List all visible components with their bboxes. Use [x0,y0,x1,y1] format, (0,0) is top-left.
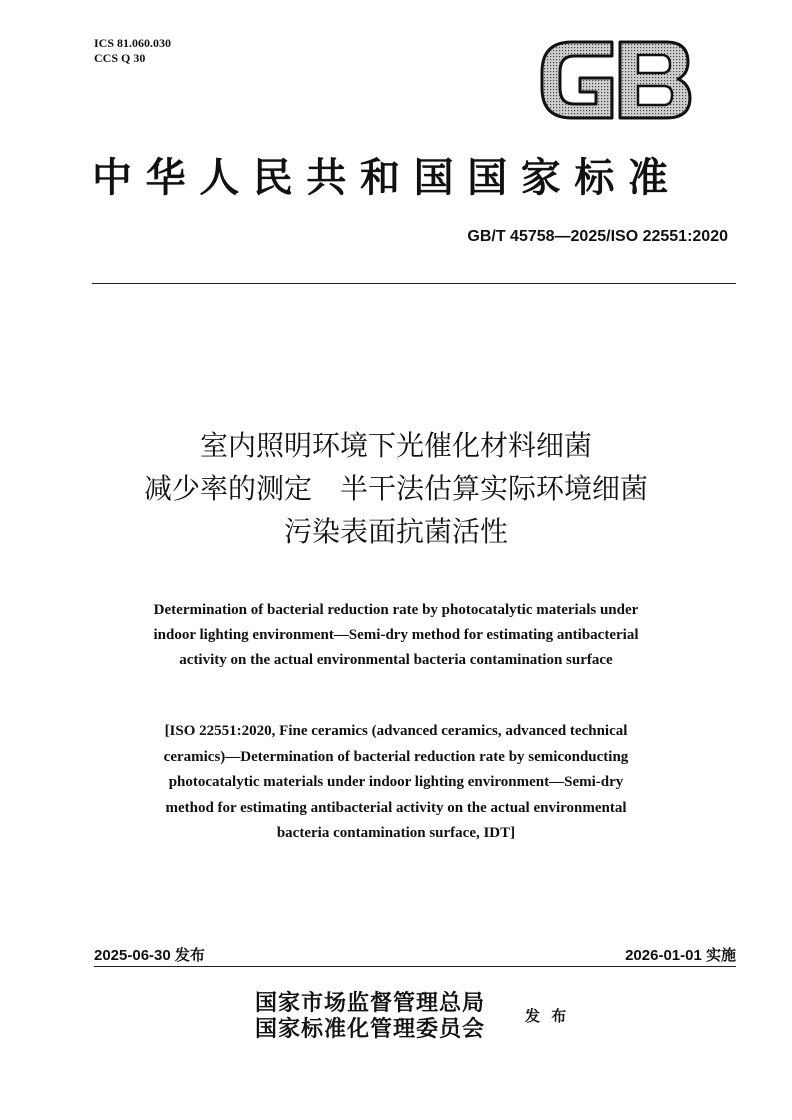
publish-date: 2025-06-30 发布 [94,947,205,964]
iso-reference-line: [ISO 22551:2020, Fine ceramics (advanced ceramics, advanced technical [164,723,628,739]
english-title [0,598,792,673]
iso-reference [0,719,792,847]
standard-category-title: 中华人民共和国国家标准 [92,154,682,201]
issuing-authorities [255,990,485,1042]
english-title-line: Determination of bacterial reduction rate by photocatalytic materials under [153,602,639,618]
iso-reference-line: photocatalytic materials under indoor lighting environment—Semi-dry [168,774,624,790]
issuer-name: 国家市场监督管理总局 [255,990,486,1016]
iso-reference-line: bacteria contamination surface, IDT] [276,825,516,841]
ccs-code: CCS Q 30 [94,51,146,65]
chinese-title-line: 减少率的测定 半干法估算实际环境细菌 [143,472,648,505]
english-title-line: activity on the actual environmental bacteria contamination surface [179,652,613,668]
english-title-line: indoor lighting environment—Semi-dry method for estimating antibacterial [153,627,639,643]
ics-code: ICS 81.060.030 [94,36,172,50]
standard-number: GB/T 45758—2025/ISO 22551:2020 [467,228,728,245]
footer-divider [94,966,736,967]
implementation-date: 2026-01-01 实施 [625,947,736,964]
iso-reference-line: ceramics)—Determination of bacterial reduction rate by semiconducting [163,748,629,765]
gb-logo [538,38,694,122]
chinese-title-line: 污染表面抗菌活性 [283,515,508,548]
classification-codes [94,36,171,66]
issuer-name: 国家标准化管理委员会 [255,1016,486,1042]
issue-label: 发 布 [525,1007,570,1025]
chinese-title-line: 室内照明环境下光催化材料细菌 [199,429,592,462]
iso-reference-line: method for estimating antibacterial activity on the actual environmental [165,799,627,816]
header-divider [92,283,736,284]
chinese-title [0,424,792,553]
